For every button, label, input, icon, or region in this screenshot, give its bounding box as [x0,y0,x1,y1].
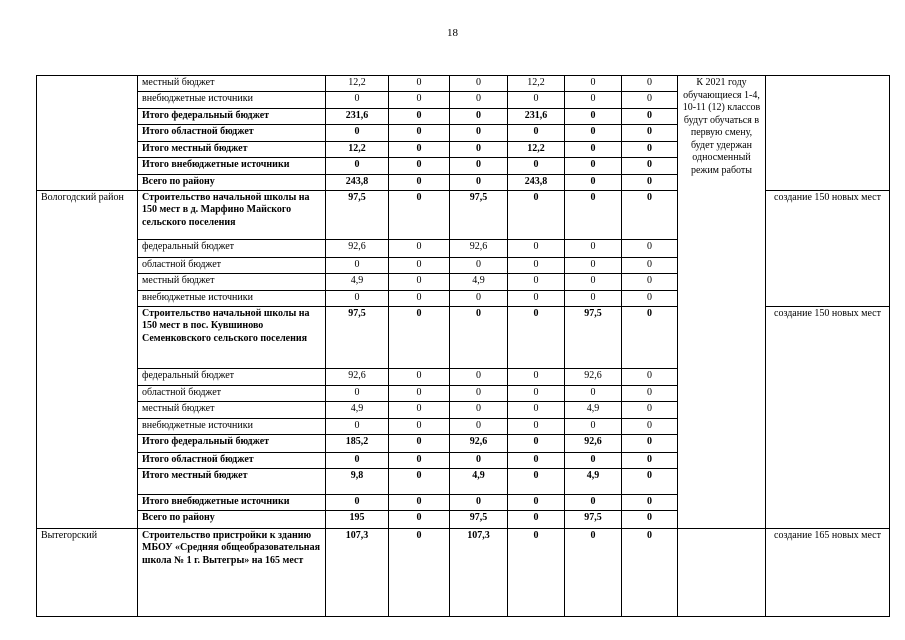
value-cell: 0 [508,435,565,452]
value-cell: 0 [508,418,565,434]
district-cell: Вытегорский [37,528,138,616]
value-cell: 0 [622,141,678,157]
value-cell: 0 [389,92,450,108]
value-cell: 0 [508,494,565,510]
row-label: Итого местный бюджет [138,141,326,157]
value-cell: 0 [326,494,389,510]
value-cell: 0 [508,402,565,418]
value-cell: 12,2 [326,76,389,92]
value-cell: 0 [565,494,622,510]
budget-table [36,75,890,617]
row-label: местный бюджет [138,76,326,92]
value-cell: 0 [389,174,450,190]
row-label: областной бюджет [138,257,326,273]
row-label: Итого федеральный бюджет [138,435,326,452]
value-cell: 0 [565,528,622,616]
value-cell: 92,6 [565,435,622,452]
value-cell: 0 [389,306,450,368]
value-cell: 0 [326,290,389,306]
value-cell: 0 [326,418,389,434]
value-cell: 0 [622,257,678,273]
row-label: областной бюджет [138,385,326,401]
value-cell: 0 [450,290,508,306]
value-cell: 12,2 [508,76,565,92]
value-cell: 97,5 [565,511,622,528]
value-cell: 0 [622,385,678,401]
value-cell: 0 [508,240,565,257]
value-cell: 107,3 [326,528,389,616]
value-cell: 0 [622,108,678,124]
value-cell: 0 [389,290,450,306]
row-label: Итого местный бюджет [138,469,326,495]
value-cell: 0 [622,158,678,174]
value-cell: 0 [622,511,678,528]
value-cell: 195 [326,511,389,528]
row-label: Строительство начальной школы на 150 мест в пос. Кувшиново Семенковского сельского поселения [138,306,326,368]
value-cell: 0 [622,274,678,290]
value-cell: 97,5 [450,511,508,528]
value-cell: 9,8 [326,469,389,495]
value-cell: 0 [389,257,450,273]
value-cell: 0 [389,240,450,257]
value-cell: 0 [389,190,450,239]
value-cell: 0 [508,528,565,616]
value-cell: 0 [389,158,450,174]
value-cell: 0 [450,141,508,157]
result-cell: создание 165 новых мест [766,528,890,616]
value-cell: 97,5 [326,190,389,239]
value-cell: 0 [565,290,622,306]
value-cell: 0 [389,435,450,452]
row-label: внебюджетные источники [138,92,326,108]
value-cell: 0 [389,108,450,124]
value-cell: 0 [508,511,565,528]
value-cell: 185,2 [326,435,389,452]
value-cell: 243,8 [508,174,565,190]
value-cell: 0 [389,511,450,528]
row-label: федеральный бюджет [138,240,326,257]
value-cell: 0 [565,274,622,290]
value-cell: 0 [565,190,622,239]
value-cell: 12,2 [508,141,565,157]
row-label: Итого областной бюджет [138,125,326,141]
value-cell: 0 [508,125,565,141]
value-cell: 0 [326,125,389,141]
row-label: Итого областной бюджет [138,452,326,468]
value-cell: 0 [508,385,565,401]
value-cell: 0 [622,76,678,92]
value-cell: 0 [450,76,508,92]
value-cell: 231,6 [508,108,565,124]
value-cell: 0 [389,402,450,418]
value-cell: 92,6 [450,240,508,257]
value-cell: 0 [622,125,678,141]
result-cell [766,76,890,191]
district-cell [37,76,138,191]
district-cell: Вологодский район [37,190,138,528]
value-cell: 92,6 [326,368,389,385]
value-cell: 0 [389,494,450,510]
value-cell: 0 [622,240,678,257]
note-cell: К 2021 году обучающиеся 1-4, 10-11 (12) классов будут обучаться в первую смену, будет удержан односменный режим работы [678,76,766,529]
value-cell: 0 [565,240,622,257]
value-cell: 0 [565,76,622,92]
row-label: внебюджетные источники [138,290,326,306]
value-cell: 0 [450,92,508,108]
row-label: местный бюджет [138,274,326,290]
value-cell: 0 [508,290,565,306]
value-cell: 4,9 [565,469,622,495]
value-cell: 0 [622,190,678,239]
row-label: Строительство пристройки к зданию МБОУ «Средняя общеобразовательная школа № 1 г. Вытегры» на 165 мест [138,528,326,616]
value-cell: 0 [622,92,678,108]
value-cell: 0 [565,92,622,108]
value-cell: 0 [508,469,565,495]
value-cell: 0 [565,418,622,434]
value-cell: 0 [389,125,450,141]
value-cell: 0 [450,494,508,510]
value-cell: 0 [450,452,508,468]
value-cell: 0 [622,290,678,306]
page-number: 18 [447,27,458,39]
value-cell: 0 [389,141,450,157]
value-cell: 0 [622,402,678,418]
value-cell: 0 [508,158,565,174]
value-cell: 0 [565,158,622,174]
value-cell: 92,6 [565,368,622,385]
value-cell: 0 [389,274,450,290]
value-cell: 4,9 [565,402,622,418]
value-cell: 0 [622,306,678,368]
value-cell: 0 [508,190,565,239]
value-cell: 0 [565,385,622,401]
value-cell: 0 [565,108,622,124]
value-cell: 0 [450,174,508,190]
row-label: Строительство начальной школы на 150 мест в д. Марфино Майского сельского поселения [138,190,326,239]
value-cell: 0 [450,125,508,141]
value-cell: 0 [389,528,450,616]
value-cell: 0 [326,385,389,401]
value-cell: 0 [450,108,508,124]
result-cell: создание 150 новых мест [766,306,890,528]
value-cell: 0 [450,402,508,418]
value-cell: 0 [450,385,508,401]
value-cell: 0 [622,469,678,495]
value-cell: 0 [565,125,622,141]
value-cell: 92,6 [450,435,508,452]
table-row [37,528,890,616]
value-cell: 0 [326,452,389,468]
value-cell: 0 [622,494,678,510]
value-cell: 0 [622,174,678,190]
value-cell: 0 [622,528,678,616]
value-cell: 0 [622,435,678,452]
row-label: местный бюджет [138,402,326,418]
value-cell: 0 [389,76,450,92]
row-label: Всего по району [138,174,326,190]
row-label: внебюджетные источники [138,418,326,434]
value-cell: 0 [326,92,389,108]
value-cell: 0 [565,452,622,468]
value-cell: 92,6 [326,240,389,257]
value-cell: 0 [508,274,565,290]
value-cell: 0 [565,174,622,190]
value-cell: 231,6 [326,108,389,124]
value-cell: 0 [389,418,450,434]
value-cell: 0 [622,368,678,385]
row-label: Итого внебюджетные источники [138,158,326,174]
value-cell: 0 [508,306,565,368]
value-cell: 0 [450,306,508,368]
row-label: Всего по району [138,511,326,528]
value-cell: 0 [326,257,389,273]
table-row [37,76,890,92]
value-cell: 0 [389,385,450,401]
value-cell: 0 [508,257,565,273]
value-cell: 4,9 [450,469,508,495]
value-cell: 0 [450,368,508,385]
value-cell: 4,9 [326,274,389,290]
value-cell: 0 [565,257,622,273]
value-cell: 97,5 [450,190,508,239]
value-cell: 97,5 [326,306,389,368]
value-cell: 0 [389,368,450,385]
value-cell: 0 [450,418,508,434]
value-cell: 0 [389,452,450,468]
value-cell: 4,9 [326,402,389,418]
row-label: Итого федеральный бюджет [138,108,326,124]
value-cell: 0 [326,158,389,174]
value-cell: 107,3 [450,528,508,616]
value-cell: 4,9 [450,274,508,290]
value-cell: 0 [622,418,678,434]
value-cell: 0 [450,158,508,174]
row-label: федеральный бюджет [138,368,326,385]
value-cell: 12,2 [326,141,389,157]
row-label: Итого внебюджетные источники [138,494,326,510]
value-cell: 243,8 [326,174,389,190]
value-cell: 0 [508,452,565,468]
value-cell: 0 [622,452,678,468]
value-cell: 0 [389,469,450,495]
note-cell [678,528,766,616]
value-cell: 97,5 [565,306,622,368]
value-cell: 0 [450,257,508,273]
result-cell: создание 150 новых мест [766,190,890,306]
value-cell: 0 [508,368,565,385]
value-cell: 0 [508,92,565,108]
value-cell: 0 [565,141,622,157]
